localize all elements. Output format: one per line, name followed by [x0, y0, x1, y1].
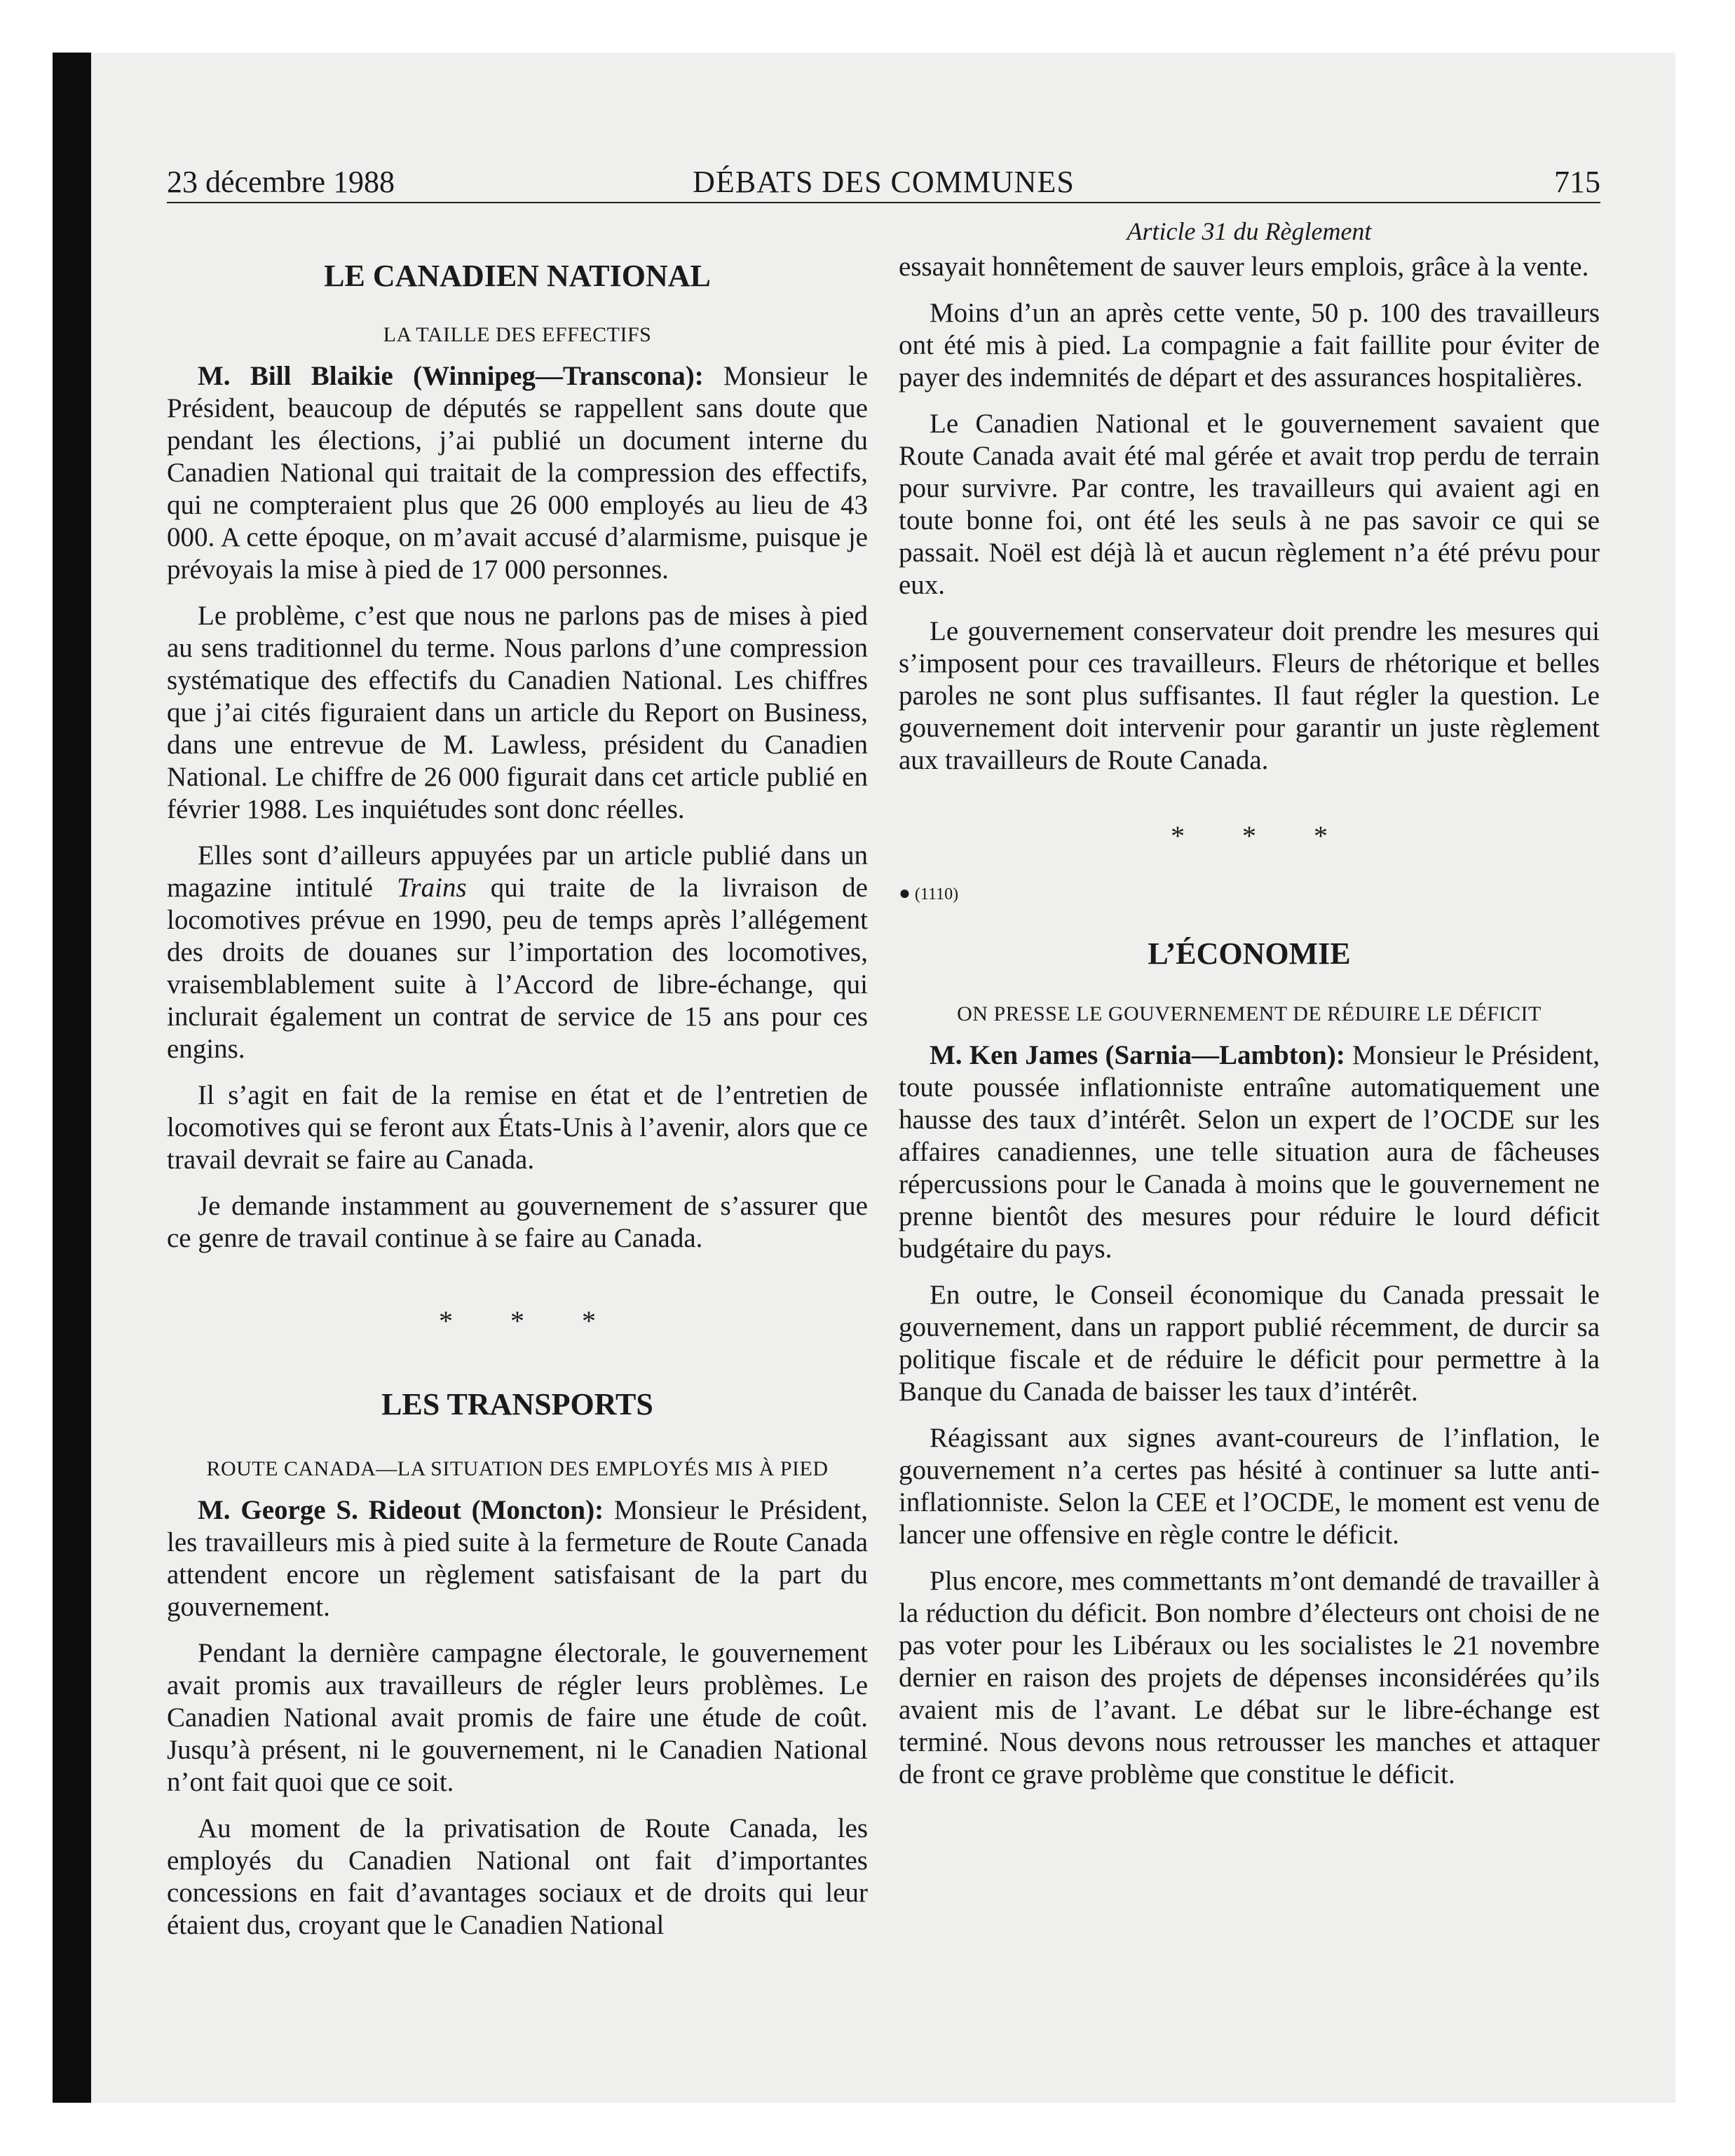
- paragraph: M. George S. Rideout (Moncton): Monsieur le Président, les travailleurs mis à pied suite à la fermeture de Route Canada attendent encore un règlement satisfaisant de la part du gouvernement.: [167, 1495, 868, 1622]
- running-header: [167, 163, 1600, 203]
- section-title-canadien-national: LE CANADIEN NATIONAL: [324, 259, 711, 293]
- section-separator: * * *: [439, 1305, 621, 1337]
- paragraph: Réagissant aux signes avant-coureurs de l’inflation, le gouvernement n’a certes pas hésité à continuer sa lutte anti-inflationniste. Selon la CEE et l’OCDE, le moment est venu de lancer une offensive en règle contre le déficit.: [899, 1423, 1600, 1550]
- paragraph: Au moment de la privatisation de Route Canada, les employés du Canadien National ont fait d’importantes concessions en fait d’avantages sociaux et de droits qui leur étaient dus, croyant que le Canadien National: [167, 1813, 868, 1940]
- paragraph: Le gouvernement conservateur doit prendre les mesures qui s’imposent pour ces travailleurs. Fleurs de rhétorique et belles paroles ne sont plus suffisantes. Il faut régler la question. Le gouvernement doit intervenir pour garantir un juste règlement aux travailleurs de Route Canada.: [899, 616, 1600, 775]
- paragraph: Elles sont d’ailleurs appuyées par un article publié dans un magazine intitulé Trains qui traite de la livraison de locomotives prévue en 1990, peu de temps après l’allégement des droits de douanes sur l’importation des locomotives, vraisemblablement suite à l’Accord de libre-échange, qui inclurait également un contrat de service de 15 ans pour ces engins.: [167, 840, 868, 1064]
- paragraph: M. Bill Blaikie (Winnipeg—Transcona): Monsieur le Président, beaucoup de députés se rappellent sans doute que pendant les élections, j’ai publié un document interne du Canadien National qui traitait de la compression des effectifs, qui ne compteraient plus que 26 000 employés au lieu de 43 000. A cette époque, on m’avait accusé d’alarmisme, puisque je prévoyais la mise à pied de 17 000 personnes.: [167, 361, 868, 585]
- right-column: [899, 216, 1600, 1791]
- section-subtitle-deficit: ON PRESSE LE GOUVERNEMENT DE RÉDUIRE LE DÉFICIT: [957, 1002, 1542, 1025]
- paragraph: essayait honnêtement de sauver leurs emplois, grâce à la vente.: [899, 252, 1589, 282]
- paragraph: Le Canadien National et le gouvernement savaient que Route Canada avait été mal gérée et avait trop perdu de terrain pour survivre. Par contre, les travailleurs qui avaient agi en toute bonne foi, ont été les seuls à ne pas savoir ce qui se passait. Noël est déjà là et aucun règlement n’a été prévu pour eux.: [899, 409, 1600, 600]
- paragraph: Le problème, c’est que nous ne parlons pas de mises à pied au sens traditionnel du terme. Nous parlons d’une compression systématique des effectifs du Canadien National. Les chiffres que j’ai cités figuraient dans un article du Report on Business, dans une entrevue de M. Lawless, président du Canadien National. Le chiffre de 26 000 figurait dans cet article publié en février 1988. Les inquiétudes sont donc réelles.: [167, 601, 868, 824]
- section-subtitle-effectifs: LA TAILLE DES EFFECTIFS: [383, 323, 652, 346]
- page-number: 715: [1554, 165, 1600, 199]
- speaker-name: M. Bill Blaikie (Winnipeg—Transcona):: [198, 361, 704, 391]
- paragraph: Il s’agit en fait de la remise en état et de l’entretien de locomotives qui se feront aux États-Unis à l’avenir, alors que ce travail devrait se faire au Canada.: [167, 1080, 868, 1175]
- scan-edge-bar: [53, 53, 91, 2103]
- paragraph: Je demande instamment au gouvernement de s’assurer que ce genre de travail continue à se faire au Canada.: [167, 1191, 868, 1253]
- section-title-transports: LES TRANSPORTS: [381, 1387, 653, 1421]
- paragraph: Moins d’un an après cette vente, 50 p. 100 des travailleurs ont été mis à pied. La compagnie a fait faillite pour éviter de payer des indemnités de départ et des assurances hospitalières.: [899, 298, 1600, 393]
- paragraph: Plus encore, mes commettants m’ont demandé de travailler à la réduction du déficit. Bon nombre d’électeurs ont choisi de ne pas voter pour les Libéraux ou les socialistes le 21 novembre dernier en raison des projets de dépenses inconsidérées qu’ils avaient mis de l’avant. Le débat sur le libre-échange est terminé. Nous devons nous retrousser les manches et attaquer de front ce grave problème que constitue le déficit.: [899, 1566, 1600, 1789]
- bullet-icon: ●: [899, 882, 911, 904]
- magazine-title: Trains: [396, 873, 467, 903]
- paragraph: M. Ken James (Sarnia—Lambton): Monsieur le Président, toute poussée inflationniste entraîne automatiquement une hausse des taux d’intérêt. Selon un expert de l’OCDE sur les affaires canadiennes, une telle situation aura de fâcheuses répercussions pour le Canada à moins que le gouvernement ne prenne bientôt des mesures pour réduire le lourd déficit budgétaire du pays.: [899, 1040, 1600, 1264]
- header-date: 23 décembre 1988: [167, 165, 395, 199]
- section-title-economie: L’ÉCONOMIE: [1148, 936, 1351, 971]
- header-title: DÉBATS DES COMMUNES: [693, 165, 1075, 199]
- paragraph: Pendant la dernière campagne électorale, le gouvernement avait promis aux travailleurs de régler leurs problèmes. Le Canadien National avait promis de faire une étude de coût. Jusqu’à présent, ni le gouvernement, ni le Canadien National n’ont fait quoi que ce soit.: [167, 1638, 868, 1797]
- paragraph: En outre, le Conseil économique du Canada pressait le gouvernement, dans un rapport publié récemment, de durcir sa politique fiscale et de réduire le déficit pour permettre à la Banque du Canada de baisser les taux d’intérêt.: [899, 1280, 1600, 1407]
- section-separator: * * *: [1171, 820, 1353, 852]
- speaker-name: M. George S. Rideout (Moncton):: [198, 1495, 604, 1525]
- timestamp: ● (1110): [899, 882, 959, 904]
- rule-caption: Article 31 du Règlement: [1127, 217, 1372, 245]
- section-subtitle-route-canada: ROUTE CANADA—LA SITUATION DES EMPLOYÉS MIS À PIED: [206, 1457, 829, 1480]
- left-column: [167, 217, 868, 1942]
- speaker-name: M. Ken James (Sarnia—Lambton):: [930, 1040, 1345, 1070]
